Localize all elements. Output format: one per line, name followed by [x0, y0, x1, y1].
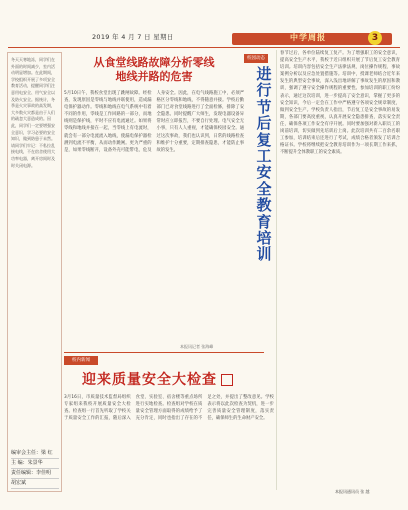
section-separator — [64, 352, 264, 353]
article2-badge: 校园动态 — [244, 54, 268, 63]
credit-line: 责任编辑：李佳明 — [11, 469, 59, 479]
paper-name: 中学周报 — [290, 33, 326, 42]
article1-title-line2: 地线并路的危害 — [115, 70, 193, 83]
page-number: 3 — [368, 31, 382, 45]
issue-date: 2019 年 4 月 7 日 星期日 — [92, 33, 174, 41]
article1-title-line1: 从食堂线路故障分析零线 — [93, 56, 215, 69]
article2-byline: 本报讯通讯员 张 越 — [335, 489, 370, 494]
article1-title — [64, 56, 244, 84]
article3-title-text: 迎来质量安全大检查 — [82, 372, 217, 388]
article3-title — [82, 369, 262, 389]
article2-vertical-title: 进行节后复工安全教育培训 — [256, 65, 272, 264]
checkbox-icon — [221, 374, 233, 386]
article1-body: 5月10日午，我校食堂出现了跳闸故障。经检查，发现原因是零线与地线并联使用，造成漏电保护器动作。零线和地线在电气系统中有着不同的作用，零线是工作回路的一部分，而地线则是保护线，平时不应有电流通过。如果将零线和地线并接在一起，当零线上有电流时，就会有一部分电流流入地线，使漏电保护器检测到电流不平衡，从而动作跳闸。更为严重的是，如果零线断开，设备外壳可能带电，危及人身安全。因此，在电气线路施工中，必须严格区分零线和地线，不得随意并接。学校后勤部门已对食堂线路进行了全面检修，排除了安全隐患。同时提醒广大师生，发现电器设备异常时应立即报告，不要自行处理。电气安全无小事，只有人人重视，才能确保校园安全。通过这次事故，我们也认识到，日常的线路检查和维护十分重要，定期排查隐患，才能防止事故的发生。 — [64, 91, 244, 153]
editorial-credits — [11, 449, 59, 489]
left-column — [7, 52, 62, 492]
article3-body: 3月16日，市质量技术监督局组织专家组来我校开展质量安全大检查。检查组一行首先听取了学校关于质量安全工作的汇报，随后深入食堂、实验室、宿舍楼等重点场所进行实地检查。检查组对学校在质量安全管理方面取得的成绩给予了充分肯定，同时也指出了存在的不足之处，并提出了整改意见。学校表示将以此次检查为契机，进一步完善质量安全管理制度，落实责任，确保师生的生命财产安全。 — [64, 395, 274, 422]
article3-badge: 校内新闻 — [64, 356, 98, 365]
left-column-text: 冬天天寒地冻，同学们在外面的时间减少，室内活动明显增加。在此期间，学校组织开展了多项安全教育活动，提醒同学们注意用电安全、用气安全以及防火安全。据统计，冬季是火灾事故的高发期，大多数火灾都是由于人们的疏忽大意造成的。因此，同学们一定要增强安全意识，学习必要的安全知识，做到防患于未然。请同学们牢记：不私拉乱接电线，不在宿舍使用大功率电器，离开房间时及时关闭电源。 — [11, 57, 55, 168]
credit-line: 胡宏斌 — [11, 479, 59, 489]
article1-byline: 本报讯记者 张海峰 — [180, 344, 214, 349]
credit-line: 编审会主任：梁 红 — [11, 449, 59, 459]
header-rule — [8, 47, 400, 48]
credit-line: 主 编：朱景华 — [11, 459, 59, 469]
page-header — [0, 30, 408, 46]
article2-body: 春节过后，各单位陆续复工复产。为了增强职工的安全意识，提高安全生产水平，我校于近日组织开展了节后复工安全教育培训。培训内容包括安全生产法律法规、岗位操作规程、事故案例分析以及应急处置措施等。培训中，授课老师结合近年来发生的典型安全事故，深入浅出地讲解了事故发生的原因和教训，强调了遵守安全操作规程的重要性。参加培训的职工纷纷表示，通过这次培训，进一步提高了安全意识，掌握了更多的安全知识，今后一定会在工作中严格遵守各项安全规章制度，做到安全生产。学校负责人指出，节后复工是安全事故的易发期，各部门要高度重视，认真开展安全隐患排查，落实安全责任，确保各项工作安全有序开展。同时要加强对新入职员工的岗前培训，切实做到先培训后上岗。此次培训共有二百余名职工参加，培训结束后还进行了考试，成绩合格者颁发了培训合格证书。学校将继续把安全教育培训作为一项长期工作来抓，不断提升全体教职工的安全素质。 — [280, 51, 400, 156]
